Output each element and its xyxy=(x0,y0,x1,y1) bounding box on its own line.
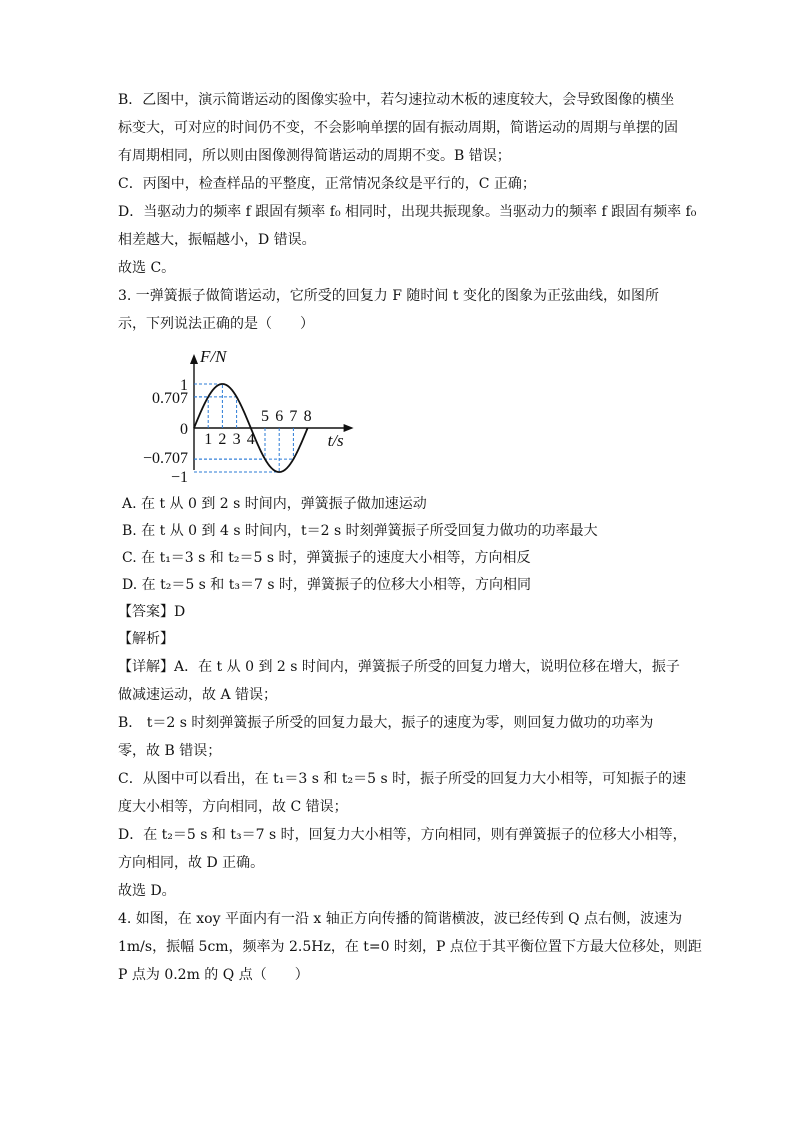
text-line: B．乙图中，演示简谐运动的图像实验中，若匀速拉动木板的速度较大，会导致图像的横坐 xyxy=(118,92,675,108)
analysis-title: 【解析】 xyxy=(118,631,174,647)
y-tick-label: 0 xyxy=(180,421,188,438)
y-axis-title: F/N xyxy=(200,347,227,366)
analysis-line: D．在 t₂＝5 s 和 t₃＝7 s 时，回复力大小相等，方向相同，则有弹簧振子的位移大小相等， xyxy=(118,827,687,843)
option-c: C. 在 t₁＝3 s 和 t₂＝5 s 时，弹簧振子的速度大小相等，方向相反 xyxy=(122,550,531,566)
question-3-stem: 示，下列说法正确的是（ ） xyxy=(118,316,314,332)
x-axis-title: t/s xyxy=(327,431,344,450)
question-4-stem: P 点为 0.2m 的 Q 点（ ） xyxy=(118,967,309,983)
x-tick-label: 6 xyxy=(275,408,284,425)
x-tick-label: 8 xyxy=(303,408,312,425)
question-4-stem: 1m/s，振幅 5cm，频率为 2.5Hz，在 t=0 时刻，P 点位于其平衡位置下方最大位移处，则距 xyxy=(118,939,702,955)
text-line: C．丙图中，检查样品的平整度，正常情况条纹是平行的，C 正确； xyxy=(118,176,536,192)
text-line: 相差越大，振幅越小，D 错误。 xyxy=(118,232,316,248)
answer: 【答案】D xyxy=(118,604,186,620)
analysis-line: 方向相同，故 D 正确。 xyxy=(118,855,265,871)
x-tick-label: 4 xyxy=(246,431,255,448)
analysis-line: 故选 D。 xyxy=(118,883,176,899)
y-tick-label: −1 xyxy=(170,469,188,482)
x-tick-label: 1 xyxy=(204,431,213,448)
analysis-line: B． t＝2 s 时刻弹簧振子所受的回复力最大，振子的速度为零，则回复力做功的功率为 xyxy=(118,715,654,731)
x-tick-label: 7 xyxy=(289,408,298,425)
y-tick-label: −0.707 xyxy=(142,450,188,468)
x-tick-label: 5 xyxy=(261,408,269,425)
analysis-line: 度大小相等，方向相同，故 C 错误； xyxy=(118,799,348,815)
x-tick-label: 3 xyxy=(232,431,241,448)
y-tick-label: 0.707 xyxy=(152,389,188,407)
question-4-stem: 4. 如图，在 xoy 平面内有一沿 x 轴正方向传播的简谐横波，波已经传到 Q 点右侧，波速为 xyxy=(118,911,683,927)
y-axis-arrow xyxy=(190,354,198,364)
option-b: B. 在 t 从 0 到 4 s 时间内，t＝2 s 时刻弹簧振子所受回复力做功的功率最大 xyxy=(122,523,598,539)
y-tick-label: 1 xyxy=(180,377,188,394)
text-line: D．当驱动力的频率 f 跟固有频率 f₀ 相同时，出现共振现象。当驱动力的频率 f 跟固有频率 f₀ xyxy=(118,204,697,220)
force-time-graph xyxy=(136,342,366,482)
analysis-line: C．从图中可以看出，在 t₁＝3 s 和 t₂＝5 s 时，振子所受的回复力大小相等，可知振子的速 xyxy=(118,771,687,787)
x-axis-arrow xyxy=(344,424,354,432)
analysis-line: 做减速运动，故 A 错误； xyxy=(118,687,278,703)
text-line: 故选 C。 xyxy=(118,260,176,276)
analysis-line: 【详解】A．在 t 从 0 到 2 s 时间内，弹簧振子所受的回复力增大，说明位移在增大，振子 xyxy=(118,659,680,675)
x-tick-label: 2 xyxy=(218,431,227,448)
analysis-line: 零，故 B 错误； xyxy=(118,743,222,759)
text-line: 标变大，可对应的时间仍不变，不会影响单摆的固有振动周期，简谐运动的周期与单摆的固 xyxy=(118,120,678,136)
text-line: 有周期相同，所以则由图像测得简谐运动的周期不变。B 错误； xyxy=(118,148,511,164)
question-3-stem: 3. 一弹簧振子做简谐运动，它所受的回复力 F 随时间 t 变化的图象为正弦曲线，如图所 xyxy=(118,288,659,304)
option-d: D. 在 t₂＝5 s 和 t₃＝7 s 时，弹簧振子的位移大小相等，方向相同 xyxy=(122,577,531,593)
option-a: A. 在 t 从 0 到 2 s 时间内，弹簧振子做加速运动 xyxy=(122,496,427,512)
